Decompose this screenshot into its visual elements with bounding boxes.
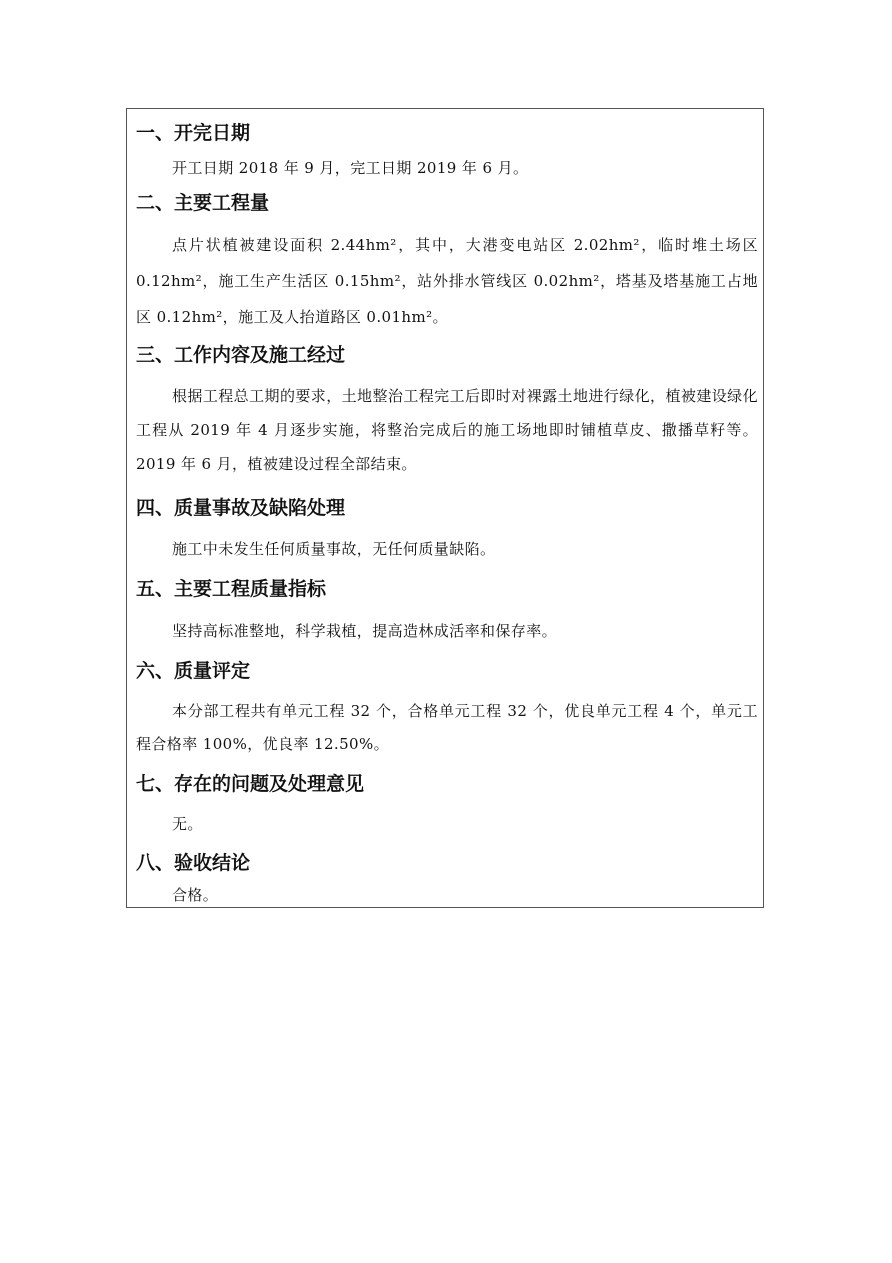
section-heading-issues: 七、存在的问题及处理意见 — [136, 773, 365, 795]
section-body-quality-indicators: 坚持高标准整地，科学栽植，提高造林成活率和保存率。 — [172, 622, 558, 640]
section-heading-quality-incidents: 四、质量事故及缺陷处理 — [136, 497, 346, 519]
acceptance-report-box — [126, 108, 764, 908]
section-heading-quality-indicators: 五、主要工程质量指标 — [136, 578, 327, 600]
section-body-quantities: 点片状植被建设面积 2.44hm²，其中，大港变电站区 2.02hm²，临时堆土场区 0.12hm²，施工生产生活区 0.15hm²，站外排水管线区 0.02hm²，塔基及塔基施工占地区 0.12hm²，施工及人抬道路区 0.01hm²。 — [136, 236, 758, 326]
section-heading-conclusion: 八、验收结论 — [136, 852, 251, 874]
section-heading-dates: 一、开完日期 — [136, 122, 251, 144]
section-body-dates: 开工日期 2018 年 9 月，完工日期 2019 年 6 月。 — [172, 159, 529, 177]
section-body-issues: 无。 — [172, 815, 203, 833]
section-heading-quantities: 二、主要工程量 — [136, 192, 270, 214]
section-heading-quality-rating: 六、质量评定 — [136, 660, 251, 682]
section-body-conclusion: 合格。 — [172, 886, 219, 904]
section-heading-work-content: 三、工作内容及施工经过 — [136, 344, 346, 366]
section-body-work-content: 根据工程总工期的要求，土地整治工程完工后即时对裸露土地进行绿化，植被建设绿化工程从 2019 年 4 月逐步实施，将整治完成后的施工场地即时铺植草皮、撒播草籽等。2019 年 6 月，植被建设过程全部结束。 — [136, 387, 758, 473]
section-body-quality-rating: 本分部工程共有单元工程 32 个，合格单元工程 32 个，优良单元工程 4 个，单元工程合格率 100%，优良率 12.50%。 — [136, 702, 758, 753]
section-body-quality-incidents: 施工中未发生任何质量事故，无任何质量缺陷。 — [172, 540, 496, 558]
